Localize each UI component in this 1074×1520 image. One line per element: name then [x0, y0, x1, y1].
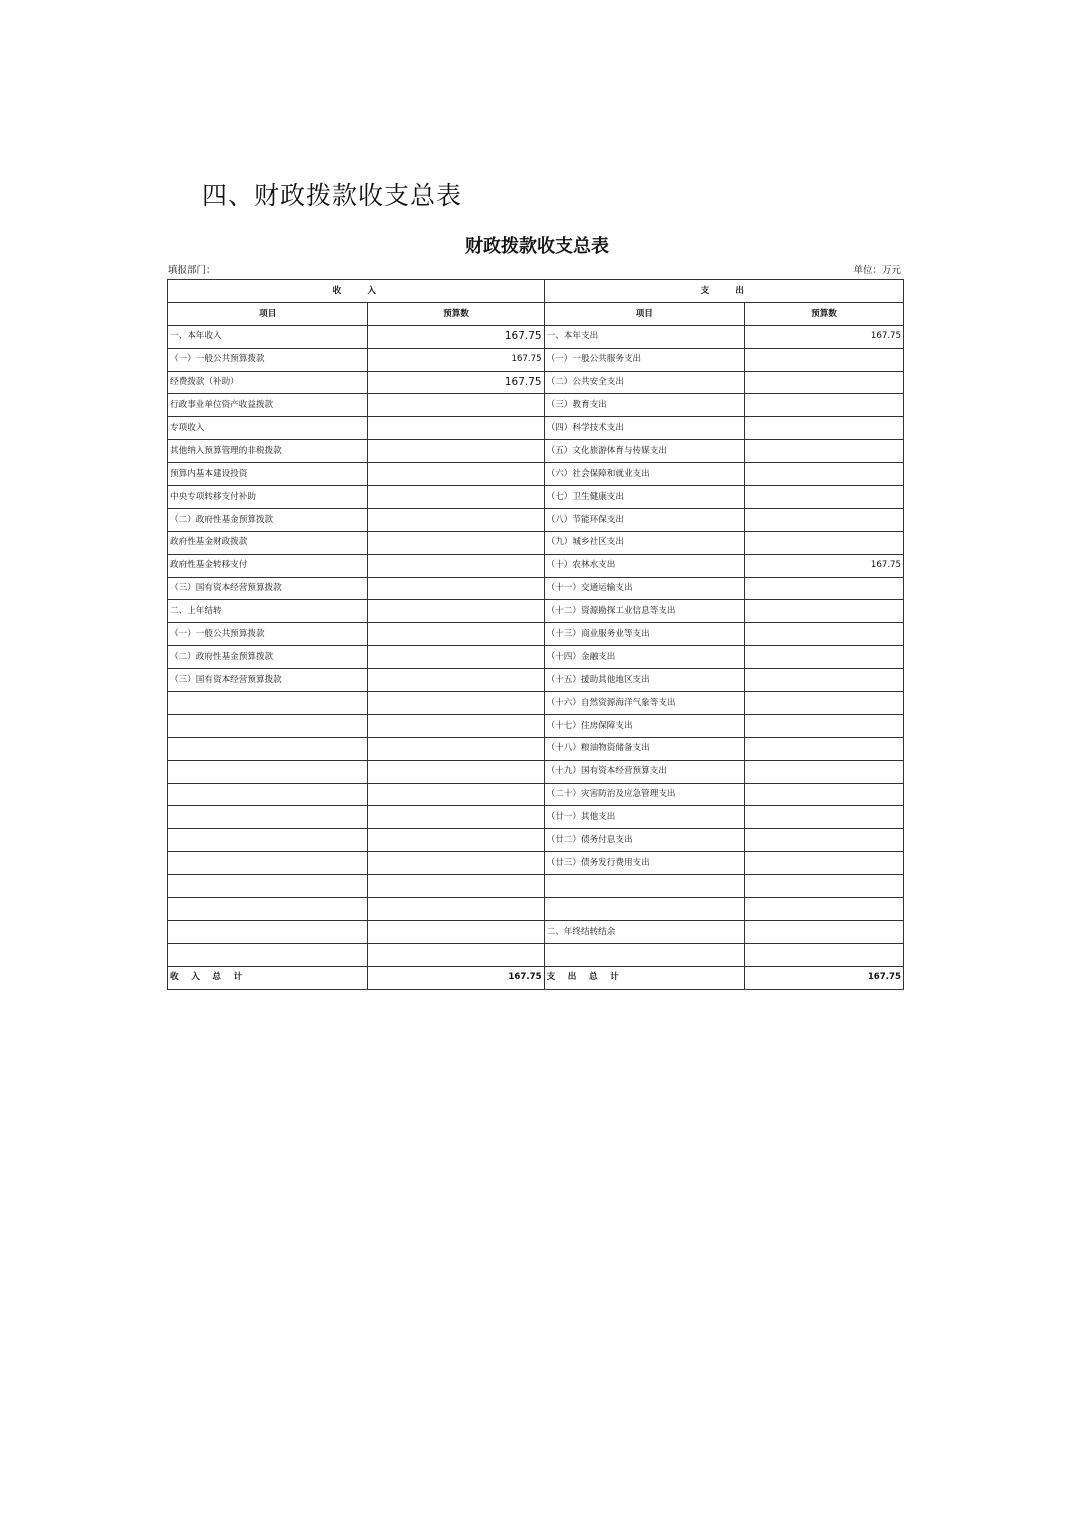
expense-value-cell — [745, 440, 904, 463]
table-row — [168, 646, 904, 669]
income-value-cell — [368, 692, 544, 715]
expense-value-cell — [745, 920, 904, 943]
expense-item-cell: （十）农林水支出 — [544, 554, 744, 577]
income-value-cell — [368, 463, 544, 486]
income-value-cell — [368, 737, 544, 760]
expense-value-cell — [745, 417, 904, 440]
table-row — [168, 440, 904, 463]
expense-item-cell: 一、本年支出 — [544, 325, 744, 348]
expense-value-cell — [745, 394, 904, 417]
expense-value-cell — [745, 486, 904, 509]
expense-item-cell: （一）一般公共服务支出 — [544, 348, 744, 371]
expense-item-cell: （八）节能环保支出 — [544, 508, 744, 531]
expense-item-cell: （十九）国有资本经营预算支出 — [544, 760, 744, 783]
expense-value-cell — [745, 600, 904, 623]
income-value-cell — [368, 417, 544, 440]
expense-value-cell — [745, 852, 904, 875]
income-value-cell: 167.75 — [368, 371, 544, 394]
expense-value-cell — [745, 348, 904, 371]
expense-item-cell: （十八）粮油物资储备支出 — [544, 737, 744, 760]
expense-value-cell — [745, 829, 904, 852]
table-row — [168, 417, 904, 440]
income-value-cell — [368, 898, 544, 921]
income-item-cell — [168, 943, 368, 966]
table-row — [168, 852, 904, 875]
income-value-cell — [368, 440, 544, 463]
unit-label: 单位：万元 — [853, 265, 901, 276]
income-item-cell — [168, 714, 368, 737]
income-header: 收 入 — [168, 280, 545, 303]
table-row — [168, 760, 904, 783]
header-row-top — [168, 280, 904, 303]
expense-value-cell — [745, 875, 904, 898]
expense-value-cell — [745, 714, 904, 737]
income-item-cell — [168, 692, 368, 715]
expense-item-cell: （二）公共安全支出 — [544, 371, 744, 394]
income-item-cell — [168, 783, 368, 806]
expense-total-label: 支 出 总 计 — [544, 966, 744, 989]
reporting-dept-label: 填报部门： — [168, 265, 216, 276]
income-item-cell: 专项收入 — [168, 417, 368, 440]
table-row — [168, 486, 904, 509]
income-value-cell — [368, 875, 544, 898]
table-row — [168, 325, 904, 348]
expense-header: 支 出 — [544, 280, 903, 303]
expense-item-cell: （廿一）其他支出 — [544, 806, 744, 829]
table-row — [168, 371, 904, 394]
expense-value-cell — [745, 463, 904, 486]
income-item-header: 项目 — [168, 302, 368, 325]
expense-item-cell: （二十）灾害防治及应急管理支出 — [544, 783, 744, 806]
income-item-cell — [168, 737, 368, 760]
income-item-cell: 二、上年结转 — [168, 600, 368, 623]
table-row — [168, 875, 904, 898]
income-item-cell: 其他纳入预算管理的非税拨款 — [168, 440, 368, 463]
income-item-cell: 行政事业单位资产收益拨款 — [168, 394, 368, 417]
income-item-cell: 预算内基本建设投资 — [168, 463, 368, 486]
table-row — [168, 943, 904, 966]
income-value-cell — [368, 508, 544, 531]
income-item-cell: （三）国有资本经营预算拨款 — [168, 669, 368, 692]
income-value-cell — [368, 623, 544, 646]
income-item-cell: （一）一般公共预算拨款 — [168, 348, 368, 371]
income-total-label: 收 入 总 计 — [168, 966, 368, 989]
income-item-cell — [168, 875, 368, 898]
income-item-cell — [168, 852, 368, 875]
expense-item-cell — [544, 943, 744, 966]
income-item-cell: （一）一般公共预算拨款 — [168, 623, 368, 646]
income-item-cell: 政府性基金财政拨款 — [168, 531, 368, 554]
expense-value-cell — [745, 669, 904, 692]
income-value-cell — [368, 783, 544, 806]
income-item-cell: （二）政府性基金预算拨款 — [168, 646, 368, 669]
expense-item-cell: （廿三）债务发行费用支出 — [544, 852, 744, 875]
expense-item-cell: （七）卫生健康支出 — [544, 486, 744, 509]
expense-item-header: 项目 — [544, 302, 744, 325]
table-row — [168, 669, 904, 692]
income-value-cell — [368, 852, 544, 875]
income-item-cell: 经费拨款（补助） — [168, 371, 368, 394]
expense-item-cell: （九）城乡社区支出 — [544, 531, 744, 554]
table-row — [168, 531, 904, 554]
income-value-cell — [368, 760, 544, 783]
income-value-cell: 167.75 — [368, 348, 544, 371]
expense-item-cell: （五）文化旅游体育与传媒支出 — [544, 440, 744, 463]
income-value-cell — [368, 646, 544, 669]
expense-value-cell — [745, 737, 904, 760]
table-row — [168, 737, 904, 760]
expense-item-cell: （十四）金融支出 — [544, 646, 744, 669]
income-item-cell: 一、本年收入 — [168, 325, 368, 348]
expense-value-cell — [745, 623, 904, 646]
totals-row — [168, 966, 904, 989]
income-value-cell: 167.75 — [368, 325, 544, 348]
header-row-sub — [168, 302, 904, 325]
expense-item-cell: （三）教育支出 — [544, 394, 744, 417]
table-row — [168, 394, 904, 417]
expense-total-value: 167.75 — [745, 966, 904, 989]
expense-budget-header: 预算数 — [745, 302, 904, 325]
expense-item-cell: 二、年终结转结余 — [544, 920, 744, 943]
table-row — [168, 577, 904, 600]
table-row — [168, 508, 904, 531]
expense-item-cell: （十六）自然资源海洋气象等支出 — [544, 692, 744, 715]
income-item-cell — [168, 829, 368, 852]
table-row — [168, 714, 904, 737]
expense-value-cell — [745, 646, 904, 669]
expense-item-cell — [544, 898, 744, 921]
income-item-cell: （三）国有资本经营预算拨款 — [168, 577, 368, 600]
income-value-cell — [368, 554, 544, 577]
expense-value-cell — [745, 806, 904, 829]
table-row — [168, 829, 904, 852]
table-row — [168, 463, 904, 486]
table-title: 财政拨款收支总表 — [465, 236, 609, 257]
income-total-value: 167.75 — [368, 966, 544, 989]
income-item-cell — [168, 898, 368, 921]
income-value-cell — [368, 531, 544, 554]
expense-item-cell: （十三）商业服务业等支出 — [544, 623, 744, 646]
expense-item-cell: （十一）交通运输支出 — [544, 577, 744, 600]
income-value-cell — [368, 577, 544, 600]
expense-value-cell — [745, 531, 904, 554]
expense-value-cell: 167.75 — [745, 325, 904, 348]
expense-item-cell: （廿二）债务付息支出 — [544, 829, 744, 852]
expense-item-cell: （十二）资源勘探工业信息等支出 — [544, 600, 744, 623]
expense-value-cell — [745, 783, 904, 806]
expense-item-cell — [544, 875, 744, 898]
table-row — [168, 600, 904, 623]
income-value-cell — [368, 806, 544, 829]
income-item-cell — [168, 920, 368, 943]
finance-summary-table — [167, 279, 904, 990]
income-item-cell — [168, 760, 368, 783]
income-value-cell — [368, 920, 544, 943]
expense-item-cell: （十七）住房保障支出 — [544, 714, 744, 737]
income-value-cell — [368, 829, 544, 852]
income-value-cell — [368, 943, 544, 966]
section-heading: 四、财政拨款收支总表 — [202, 181, 463, 210]
income-item-cell: （二）政府性基金预算拨款 — [168, 508, 368, 531]
income-item-cell — [168, 806, 368, 829]
expense-value-cell — [745, 898, 904, 921]
income-value-cell — [368, 486, 544, 509]
income-value-cell — [368, 394, 544, 417]
expense-value-cell — [745, 692, 904, 715]
table-row — [168, 692, 904, 715]
expense-value-cell — [745, 577, 904, 600]
expense-item-cell: （十五）援助其他地区支出 — [544, 669, 744, 692]
income-value-cell — [368, 669, 544, 692]
income-budget-header: 预算数 — [368, 302, 544, 325]
income-value-cell — [368, 714, 544, 737]
income-item-cell: 中央专项转移支付补助 — [168, 486, 368, 509]
table-row — [168, 783, 904, 806]
table-row — [168, 898, 904, 921]
expense-value-cell — [745, 943, 904, 966]
table-row — [168, 554, 904, 577]
expense-value-cell — [745, 760, 904, 783]
expense-value-cell — [745, 508, 904, 531]
expense-item-cell: （四）科学技术支出 — [544, 417, 744, 440]
expense-item-cell: （六）社会保障和就业支出 — [544, 463, 744, 486]
table-row — [168, 920, 904, 943]
table-row — [168, 623, 904, 646]
expense-value-cell: 167.75 — [745, 554, 904, 577]
income-item-cell: 政府性基金转移支付 — [168, 554, 368, 577]
table-row — [168, 806, 904, 829]
expense-value-cell — [745, 371, 904, 394]
table-row — [168, 348, 904, 371]
income-value-cell — [368, 600, 544, 623]
